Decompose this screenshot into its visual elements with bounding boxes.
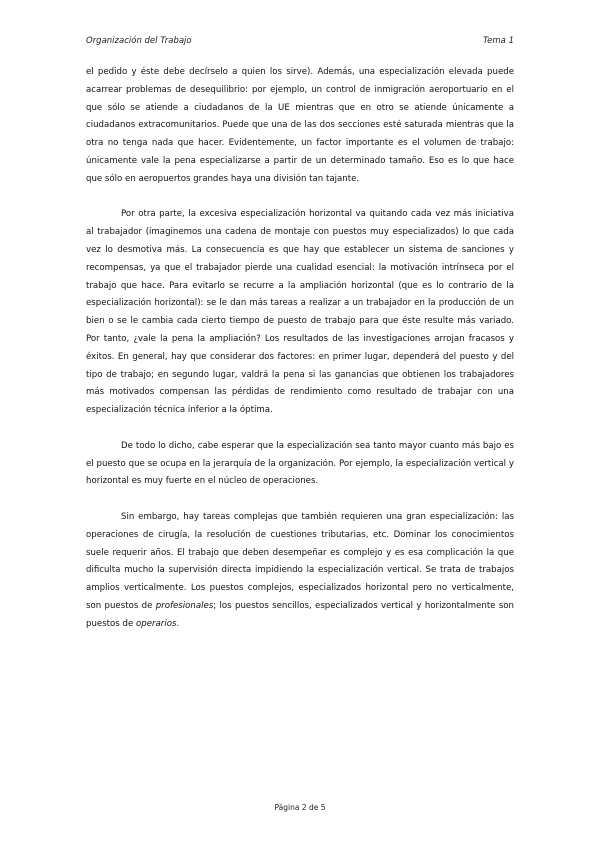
page-number: Página 2 de 5	[274, 803, 326, 812]
paragraph-4-text-a: Sin embargo, hay tareas complejas que también requieren una gran especialización: las operaciones de cirugía, la resolución de cuestiones tributarias, etc. Dominar los conocimientos suele requerir años. El trabajo que deben desempeñar es complejo y es esa complicación la que dificulta mucho la supervisión directa impidiendo la especialización vertical. Se trata de trabajos amplios verticalmente. Los puestos complejos, especializados horizontal pero no verticalmente, son puestos de	[86, 511, 514, 611]
term-profesionales: profesionales	[155, 600, 214, 611]
header-title: Organización del Trabajo	[86, 36, 192, 46]
paragraph-4-text-b: ; los puestos sencillos, especializados vertical y horizontalmente son puestos de	[86, 600, 514, 629]
header-chapter: Tema 1	[483, 36, 514, 46]
term-operarios: operarios	[135, 618, 177, 629]
page-header	[86, 36, 514, 50]
paragraph-2: Por otra parte, la excesiva especialización horizontal va quitando cada vez más iniciativa al trabajador (imaginemos una cadena de montaje con puestos muy especializados) lo que cada vez lo desmotiva más. La consecuencia es que hay que establecer un sistema de sanciones y recompensas, ya que el trabajador pierde una cualidad esencial: la motivación intrínseca por el trabajo que hace. Para evitarlo se recurre a la ampliación horizontal (que es lo contrario de la especialización horizontal): se le dan más tareas a realizar a un trabajador en la producción de un bien o se le cambia cada cierto tiempo de puesto de trabajo para que éste resulte más variado. Por tanto, ¿vale la pena la ampliación? Los resultados de las investigaciones arrojan fracasos y éxitos. En general, hay que considerar dos factores: en primer lugar, dependerá del puesto y del tipo de trabajo; en segundo lugar, valdrá la pena si las ganancias que obtienen los trabajadores más motivados compensan las pérdidas de rendimiento como resultado de trabajar con una especialización técnica inferior a la óptima.	[86, 209, 514, 416]
paragraph-4	[86, 509, 514, 634]
paragraph-3: De todo lo dicho, cabe esperar que la especialización sea tanto mayor cuanto más bajo es el puesto que se ocupa en la jerarquía de la organización. Por ejemplo, la especialización vertical y horizontal es muy fuerte en el núcleo de operaciones.	[86, 440, 514, 487]
paragraph-4-text-c: .	[176, 618, 180, 629]
paragraph-1: el pedido y éste debe decírselo a quien los sirve). Además, una especialización elevada puede acarrear problemas de desequilibrio: por ejemplo, un control de inmigración aeroportuario en el que sólo se atiende a ciudadanos de la UE mientras que en otro se atiende únicamente a ciudadanos extracomunitarios. Puede que una de las dos secciones esté saturada mientras que la otra no tenga nada que hacer. Evidentemente, un factor importante es el volumen de trabajo: únicamente vale la pena especializarse a partir de un determinado tamaño. Eso es lo que hace que sólo en aeropuertos grandes haya una división tan tajante.	[86, 67, 514, 184]
document-body	[86, 64, 514, 634]
